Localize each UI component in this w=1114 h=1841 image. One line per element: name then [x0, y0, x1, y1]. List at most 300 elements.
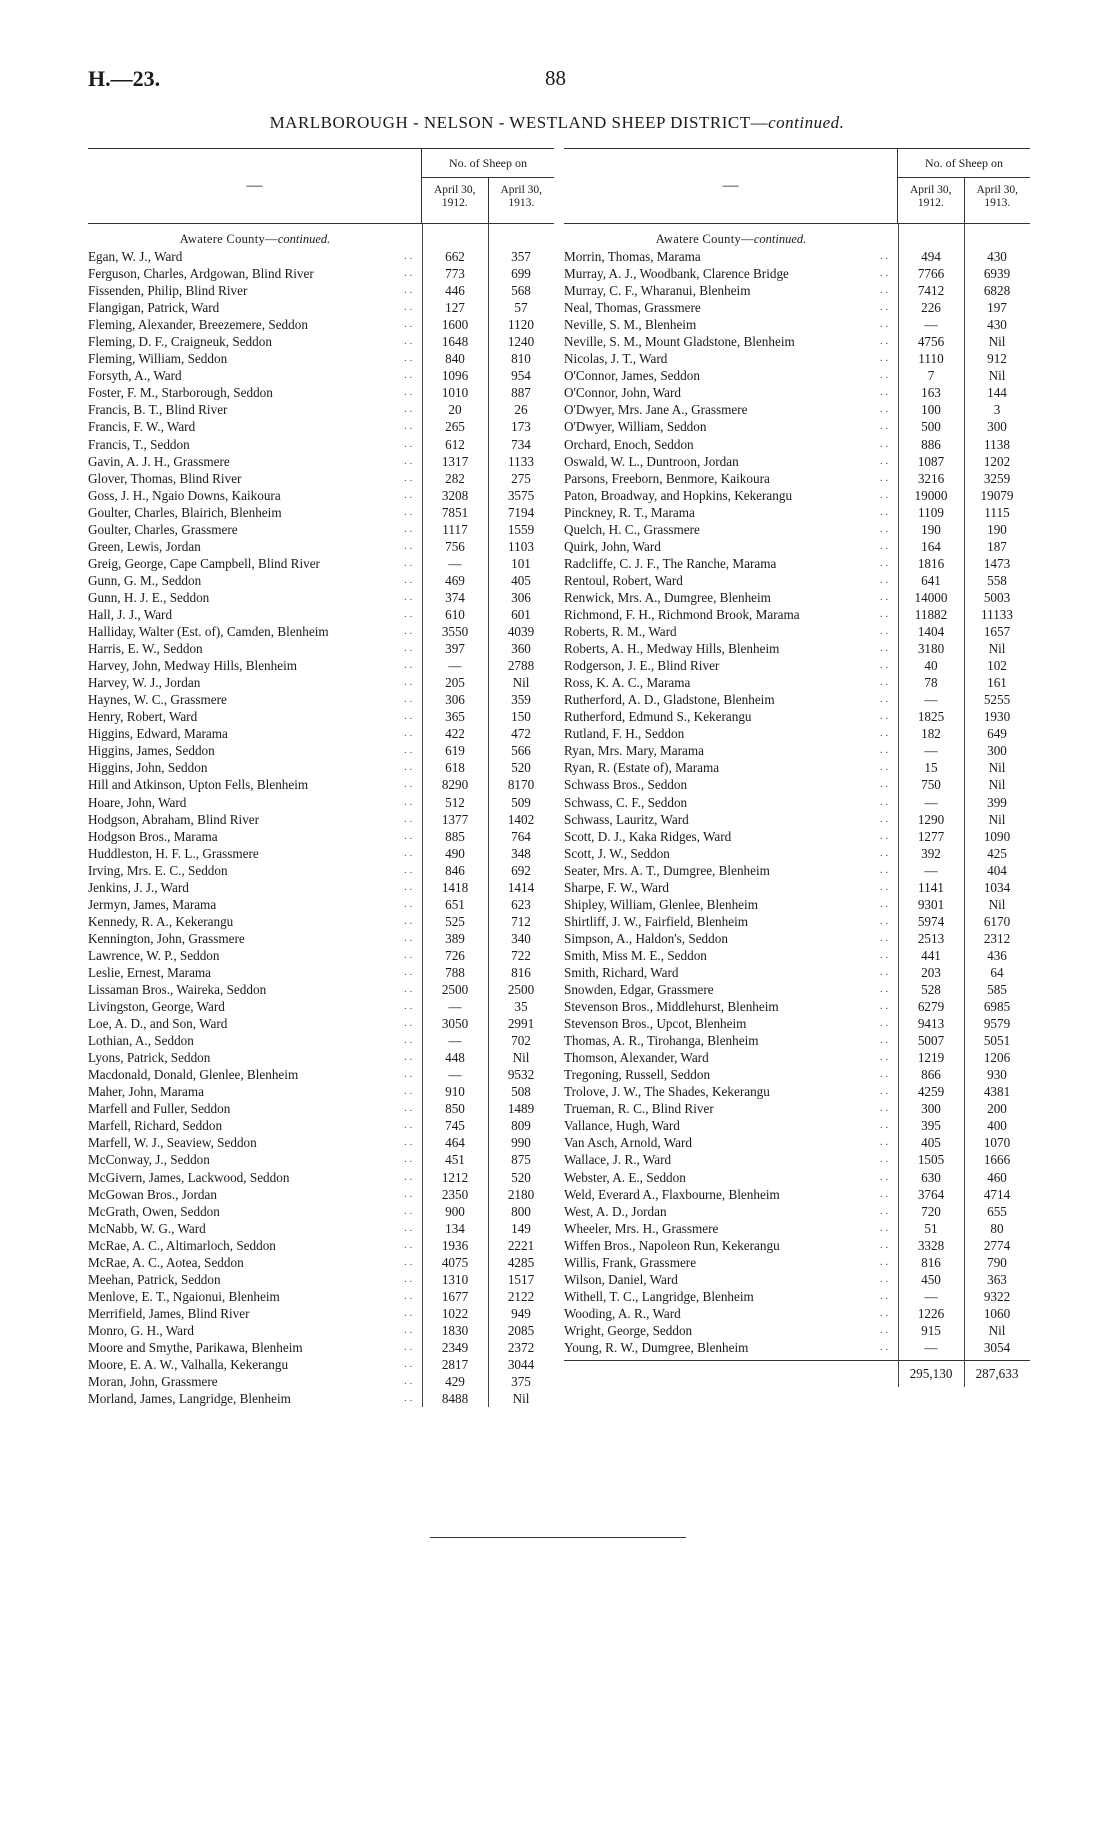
- sheep-1912: 127: [445, 300, 465, 316]
- sheep-1912: 662: [445, 249, 465, 264]
- leader-dots: . .: [404, 1170, 413, 1183]
- sheep-1913: 3: [993, 402, 1001, 418]
- owner-name: Ryan, Mrs. Mary, Marama: [564, 743, 704, 759]
- sheep-1912: 641: [921, 572, 941, 588]
- table-row: [564, 470, 1030, 487]
- leader-dots: . .: [404, 659, 413, 672]
- leader-dots: . .: [404, 1323, 413, 1336]
- sheep-1913: 4381: [983, 1084, 1011, 1100]
- sheep-1913: 2774: [983, 1237, 1011, 1253]
- sheep-1912: 389: [445, 930, 465, 946]
- sheep-1913: 722: [511, 947, 531, 963]
- owner-name: Shipley, William, Glenlee, Blenheim: [564, 896, 758, 912]
- owner-name: Hoare, John, Ward: [88, 794, 187, 810]
- sheep-1912: 494: [921, 249, 941, 264]
- sheep-1912: 405: [921, 1135, 941, 1151]
- sheep-1912: 840: [445, 351, 465, 367]
- sheep-1913: 400: [987, 1118, 1007, 1134]
- sheep-1913: 460: [987, 1169, 1007, 1185]
- sheep-1912: 528: [921, 982, 941, 998]
- sheep-1913: Nil: [988, 334, 1006, 350]
- sheep-1912: —: [448, 999, 462, 1015]
- leader-dots: . .: [404, 693, 413, 706]
- table-row: [564, 640, 1030, 657]
- table-row: [88, 1254, 554, 1271]
- leader-dots: . .: [404, 454, 413, 467]
- col-1913-label: April 30, 1913.: [964, 178, 1031, 223]
- col-1913-label: April 30, 1913.: [488, 178, 555, 223]
- table-row: [88, 1356, 554, 1373]
- table-row: [564, 384, 1030, 401]
- leader-dots: . .: [404, 335, 413, 348]
- sheep-1913: 6939: [983, 266, 1011, 282]
- sheep-1912: 490: [445, 845, 465, 861]
- owner-name: Hodgson, Abraham, Blind River: [88, 811, 260, 827]
- leader-dots: . .: [880, 965, 889, 978]
- leader-dots: . .: [404, 1136, 413, 1149]
- sheep-1913: 200: [987, 1101, 1007, 1117]
- sheep-1913: 508: [511, 1084, 531, 1100]
- sheep-1912: 226: [921, 300, 941, 316]
- sheep-1912: 265: [445, 419, 465, 435]
- owner-name: Harvey, John, Medway Hills, Blenheim: [88, 658, 298, 674]
- sheep-1912: 374: [445, 589, 465, 605]
- sheep-1913: 405: [511, 572, 531, 588]
- sheep-1913: 6170: [983, 913, 1011, 929]
- leader-dots: . .: [404, 676, 413, 689]
- title-main: MARLBOROUGH - NELSON - WESTLAND SHEEP DISTRICT—: [269, 113, 769, 132]
- owner-name: Egan, W. J., Ward: [88, 249, 183, 264]
- table-row: [88, 521, 554, 538]
- leader-dots: . .: [404, 1204, 413, 1217]
- leader-dots: . .: [880, 539, 889, 552]
- sheep-1913: 430: [987, 317, 1007, 333]
- sheep-1912: 846: [445, 862, 465, 878]
- sheep-1912: 15: [924, 760, 938, 776]
- leader-dots: . .: [880, 761, 889, 774]
- sheep-1913: 8170: [507, 777, 535, 793]
- owner-name: Goulter, Charles, Blairich, Blenheim: [88, 504, 282, 520]
- left-table-body: [88, 224, 554, 1407]
- sheep-1913: 57: [514, 300, 528, 316]
- leader-dots: . .: [404, 556, 413, 569]
- sheep-1913: 800: [511, 1203, 531, 1219]
- table-row: [564, 1305, 1030, 1322]
- sheep-1913: 173: [511, 419, 531, 435]
- sheep-1912: 3764: [917, 1186, 945, 1202]
- sheep-1912: 9413: [917, 1016, 945, 1032]
- owner-name: Harris, E. W., Seddon: [88, 641, 203, 657]
- sheep-1913: Nil: [988, 811, 1006, 827]
- sheep-1912: 300: [921, 1101, 941, 1117]
- table-row: [564, 708, 1030, 725]
- table-row: [88, 981, 554, 998]
- sheep-1913: 1060: [983, 1305, 1011, 1321]
- table-row: [88, 1066, 554, 1083]
- sheep-1913: 1120: [508, 317, 534, 333]
- table-row: [88, 1083, 554, 1100]
- sheep-1913: 2085: [507, 1322, 535, 1338]
- table-row: [88, 862, 554, 879]
- owner-name: Irving, Mrs. E. C., Seddon: [88, 862, 228, 878]
- leader-dots: . .: [880, 1204, 889, 1217]
- leader-dots: . .: [880, 727, 889, 740]
- leader-dots: . .: [404, 1000, 413, 1013]
- leader-dots: . .: [404, 1272, 413, 1285]
- sheep-1913: 1115: [984, 504, 1010, 520]
- leader-dots: . .: [880, 335, 889, 348]
- sheep-1913: 568: [511, 283, 531, 299]
- table-row: [564, 1254, 1030, 1271]
- total-1913: 287,633: [975, 1366, 1019, 1382]
- sheep-1913: 4714: [983, 1186, 1011, 1202]
- sheep-1913: 80: [990, 1220, 1004, 1236]
- leader-dots: . .: [880, 471, 889, 484]
- owner-name: Morland, James, Langridge, Blenheim: [88, 1391, 291, 1407]
- owner-name: Rentoul, Robert, Ward: [564, 572, 683, 588]
- sheep-1913: 1517: [507, 1271, 535, 1287]
- sheep-1912: 1600: [441, 317, 469, 333]
- table-row: [88, 708, 554, 725]
- sheep-1913: 4285: [507, 1254, 535, 1270]
- sheep-1913: 363: [987, 1271, 1007, 1287]
- leader-dots: . .: [404, 897, 413, 910]
- sheep-1913: 1930: [983, 709, 1011, 725]
- owner-name: Rutland, F. H., Seddon: [564, 726, 685, 742]
- total-1912: 295,130: [909, 1366, 953, 1382]
- sheep-1913: 1206: [983, 1050, 1011, 1066]
- table-row: [88, 1049, 554, 1066]
- sheep-1912: —: [924, 317, 938, 333]
- table-row: [564, 350, 1030, 367]
- owner-name: Moore and Smythe, Parikawa, Blenheim: [88, 1340, 303, 1355]
- table-row: [564, 811, 1030, 828]
- sheep-1912: —: [448, 1067, 462, 1083]
- sheep-1912: 3050: [441, 1016, 469, 1032]
- leader-dots: . .: [880, 1221, 889, 1234]
- owner-name: O'Connor, James, Seddon: [564, 368, 700, 384]
- owner-name: Murray, C. F., Wharanui, Blenheim: [564, 283, 751, 299]
- table-row: [564, 1134, 1030, 1151]
- sheep-1912: 1290: [917, 811, 945, 827]
- table-row: [88, 623, 554, 640]
- leader-dots: . .: [404, 625, 413, 638]
- sheep-1913: 300: [987, 419, 1007, 435]
- sheep-1913: 190: [987, 521, 1007, 537]
- page-number: 88: [545, 66, 566, 90]
- sheep-1913: 150: [511, 709, 531, 725]
- owner-name: Higgins, Edward, Marama: [88, 726, 228, 742]
- leader-dots: . .: [404, 505, 413, 518]
- sheep-1913: 300: [987, 743, 1007, 759]
- table-row: [88, 1339, 554, 1356]
- owner-name: Francis, T., Seddon: [88, 436, 190, 452]
- sheep-1912: —: [924, 743, 938, 759]
- sheep-1912: 429: [445, 1374, 465, 1390]
- leader-dots: . .: [880, 1034, 889, 1047]
- leader-dots: . .: [404, 1085, 413, 1098]
- table-row: [564, 947, 1030, 964]
- table-row: [564, 401, 1030, 418]
- owner-name: McNabb, W. G., Ward: [88, 1220, 206, 1236]
- leader-dots: . .: [404, 931, 413, 944]
- right-table-body: [564, 224, 1030, 1387]
- owner-name: Fleming, Alexander, Breezemere, Seddon: [88, 317, 308, 333]
- table-row: [564, 623, 1030, 640]
- sheep-1913: 2788: [507, 658, 535, 674]
- table-row: [88, 1015, 554, 1032]
- owner-name: Lyons, Patrick, Seddon: [88, 1050, 211, 1066]
- sheep-1912: 1418: [441, 879, 469, 895]
- owner-name: Webster, A. E., Seddon: [564, 1169, 686, 1185]
- table-row: [88, 725, 554, 742]
- owner-name: Scott, J. W., Seddon: [564, 845, 670, 861]
- sheep-1912: 1219: [917, 1050, 945, 1066]
- sheep-1913: 875: [511, 1152, 531, 1168]
- owner-name: Simpson, A., Haldon's, Seddon: [564, 930, 728, 946]
- owner-name: Harvey, W. J., Jordan: [88, 675, 201, 691]
- sheep-1912: 134: [445, 1220, 465, 1236]
- sheep-1913: 26: [514, 402, 528, 418]
- table-row: [88, 845, 554, 862]
- leader-dots: . .: [880, 744, 889, 757]
- table-row: [564, 930, 1030, 947]
- sheep-1912: 619: [445, 743, 465, 759]
- table-row: [564, 282, 1030, 299]
- right-section-heading: [564, 224, 1030, 248]
- sheep-1913: 520: [511, 1169, 531, 1185]
- leader-dots: . .: [880, 1238, 889, 1251]
- table-row: [564, 606, 1030, 623]
- owner-name: Van Asch, Arnold, Ward: [564, 1135, 692, 1151]
- sheep-1913: 3575: [507, 487, 535, 503]
- leader-dots: . .: [880, 1068, 889, 1081]
- table-row: [564, 776, 1030, 793]
- table-row: [88, 1134, 554, 1151]
- table-row: [88, 333, 554, 350]
- leader-dots: . .: [404, 880, 413, 893]
- sheep-1913: 1473: [983, 555, 1011, 571]
- leader-dots: . .: [404, 301, 413, 314]
- sheep-1912: 1404: [917, 624, 945, 640]
- owner-name: Gavin, A. J. H., Grassmere: [88, 453, 230, 469]
- leader-dots: . .: [880, 914, 889, 927]
- sheep-1913: 5255: [983, 692, 1011, 708]
- sheep-1912: 4075: [441, 1254, 469, 1270]
- sheep-1912: 1087: [917, 453, 945, 469]
- sheep-1912: 464: [445, 1135, 465, 1151]
- table-row: [88, 1032, 554, 1049]
- owner-name: Francis, F. W., Ward: [88, 419, 196, 435]
- column-rule: [488, 224, 489, 1407]
- sheep-1912: 1936: [441, 1237, 469, 1253]
- sheep-1913: 3044: [507, 1357, 535, 1373]
- title-continued: continued.: [768, 113, 845, 132]
- owner-name: Hill and Atkinson, Upton Fells, Blenheim: [88, 777, 309, 793]
- table-row: [564, 538, 1030, 555]
- sheep-1912: 1317: [441, 453, 469, 469]
- leader-dots: . .: [404, 761, 413, 774]
- sheep-1913: 430: [987, 249, 1007, 264]
- sheep-1912: 441: [921, 947, 941, 963]
- sheep-1912: 8488: [441, 1391, 469, 1407]
- owner-name: Radcliffe, C. J. F., The Ranche, Marama: [564, 555, 777, 571]
- sheep-1913: 649: [987, 726, 1007, 742]
- table-row: [88, 1203, 554, 1220]
- sheep-1913: 1657: [983, 624, 1011, 640]
- owner-name: Flangigan, Patrick, Ward: [88, 300, 220, 316]
- leader-dots: . .: [880, 948, 889, 961]
- sheep-1912: 1226: [917, 1305, 945, 1321]
- sheep-1913: 1103: [508, 538, 534, 554]
- sheep-1913: 623: [511, 896, 531, 912]
- leader-dots: . .: [404, 1306, 413, 1319]
- sheep-1913: 3259: [983, 470, 1011, 486]
- leader-dots: . .: [880, 573, 889, 586]
- sheep-1913: 1559: [507, 521, 535, 537]
- sheep-1913: 187: [987, 538, 1007, 554]
- sheep-1913: Nil: [512, 1391, 530, 1407]
- leader-dots: . .: [880, 505, 889, 518]
- sheep-on-label: No. of Sheep on: [422, 149, 554, 178]
- sheep-1913: 1138: [984, 436, 1010, 452]
- sheep-1912: 451: [445, 1152, 465, 1168]
- sheep-1913: 9322: [983, 1288, 1011, 1304]
- sheep-1913: 161: [987, 675, 1007, 691]
- sheep-1912: 397: [445, 641, 465, 657]
- sheep-1913: 930: [987, 1067, 1007, 1083]
- owner-name: Scott, D. J., Kaka Ridges, Ward: [564, 828, 732, 844]
- sheep-1912: 7: [927, 368, 935, 384]
- owner-name: Morrin, Thomas, Marama: [564, 249, 701, 264]
- sheep-1913: 2312: [983, 930, 1011, 946]
- table-row: [88, 282, 554, 299]
- table-row: [88, 436, 554, 453]
- sheep-1912: 203: [921, 964, 941, 980]
- sheep-1913: 1240: [507, 334, 535, 350]
- owner-name: Maher, John, Marama: [88, 1084, 204, 1100]
- leader-dots: . .: [404, 318, 413, 331]
- sheep-1913: 9579: [983, 1016, 1011, 1032]
- owner-name: Huddleston, H. F. L., Grassmere: [88, 845, 259, 861]
- table-row: [564, 879, 1030, 896]
- sheep-1912: 651: [445, 896, 465, 912]
- owner-name: Tregoning, Russell, Seddon: [564, 1067, 711, 1083]
- owner-name: Neville, S. M., Mount Gladstone, Blenheim: [564, 334, 795, 350]
- sheep-1913: Nil: [988, 641, 1006, 657]
- owner-name: Pinckney, R. T., Marama: [564, 504, 695, 520]
- table-row: [88, 930, 554, 947]
- section-name: Awatere County—: [655, 232, 754, 246]
- owner-name: Ryan, R. (Estate of), Marama: [564, 760, 720, 776]
- sheep-1913: 472: [511, 726, 531, 742]
- table-row: [564, 896, 1030, 913]
- table-row: [88, 947, 554, 964]
- leader-dots: . .: [880, 556, 889, 569]
- sheep-1912: 7766: [917, 266, 945, 282]
- sheep-1912: 1117: [442, 521, 468, 537]
- sheep-1912: 816: [921, 1254, 941, 1270]
- sheep-1912: 395: [921, 1118, 941, 1134]
- owner-name: O'Dwyer, Mrs. Jane A., Grassmere: [564, 402, 748, 418]
- table-row: [564, 674, 1030, 691]
- sheep-1912: 446: [445, 283, 465, 299]
- sheep-1912: 2817: [441, 1357, 469, 1373]
- table-row: [88, 487, 554, 504]
- table-row: [88, 401, 554, 418]
- sheep-1913: 692: [511, 862, 531, 878]
- sheep-1912: 9301: [917, 896, 945, 912]
- sheep-1912: 3180: [917, 641, 945, 657]
- table-row: [88, 1186, 554, 1203]
- sheep-1912: 450: [921, 1271, 941, 1287]
- table-row: [88, 572, 554, 589]
- leader-dots: . .: [880, 369, 889, 382]
- table-row: [88, 776, 554, 793]
- sheep-1912: 500: [921, 419, 941, 435]
- leader-dots: . .: [880, 1000, 889, 1013]
- leader-dots: . .: [404, 250, 413, 262]
- right-header-dash: —: [722, 177, 739, 194]
- table-row: [88, 794, 554, 811]
- sheep-1912: —: [448, 1033, 462, 1049]
- sheep-1913: 601: [511, 606, 531, 622]
- table-row: [564, 1169, 1030, 1186]
- sheep-on-label: No. of Sheep on: [898, 149, 1030, 178]
- leader-dots: . .: [880, 301, 889, 314]
- sheep-1912: 7412: [917, 283, 945, 299]
- sheep-1912: 885: [445, 828, 465, 844]
- owner-name: Fleming, William, Seddon: [88, 351, 228, 367]
- left-header-dash: —: [246, 177, 263, 194]
- leader-dots: . .: [880, 1170, 889, 1183]
- sheep-1912: 11882: [914, 606, 948, 622]
- sheep-1913: 1070: [983, 1135, 1011, 1151]
- owner-name: Fissenden, Philip, Blind River: [88, 283, 248, 299]
- table-row: [88, 913, 554, 930]
- table-row: [564, 742, 1030, 759]
- sheep-1912: 3216: [917, 470, 945, 486]
- leader-dots: . .: [404, 420, 413, 433]
- table-row: [88, 1288, 554, 1305]
- sheep-1912: 282: [445, 470, 465, 486]
- leader-dots: . .: [404, 1051, 413, 1064]
- leader-dots: . .: [404, 1375, 413, 1388]
- owner-name: Livingston, George, Ward: [88, 999, 225, 1015]
- sheep-1912: 190: [921, 521, 941, 537]
- owner-name: Lothian, A., Seddon: [88, 1033, 194, 1049]
- table-row: [564, 265, 1030, 282]
- leader-dots: . .: [404, 403, 413, 416]
- table-row: [88, 504, 554, 521]
- leader-dots: . .: [404, 744, 413, 757]
- owner-name: Trolove, J. W., The Shades, Kekerangu: [564, 1084, 770, 1100]
- owner-name: Higgins, James, Seddon: [88, 743, 215, 759]
- leader-dots: . .: [880, 1323, 889, 1336]
- sheep-1913: 2991: [507, 1016, 535, 1032]
- sheep-1913: 1034: [983, 879, 1011, 895]
- sheep-1912: —: [924, 1288, 938, 1304]
- table-row: [564, 981, 1030, 998]
- right-sheep-header: [897, 149, 1030, 223]
- table-row: [88, 316, 554, 333]
- sheep-1913: 912: [987, 351, 1007, 367]
- leader-dots: . .: [880, 590, 889, 603]
- leader-dots: . .: [404, 267, 413, 280]
- owner-name: Haynes, W. C., Grassmere: [88, 692, 227, 708]
- sheep-1913: 1133: [508, 453, 534, 469]
- owner-name: Sharpe, F. W., Ward: [564, 879, 669, 895]
